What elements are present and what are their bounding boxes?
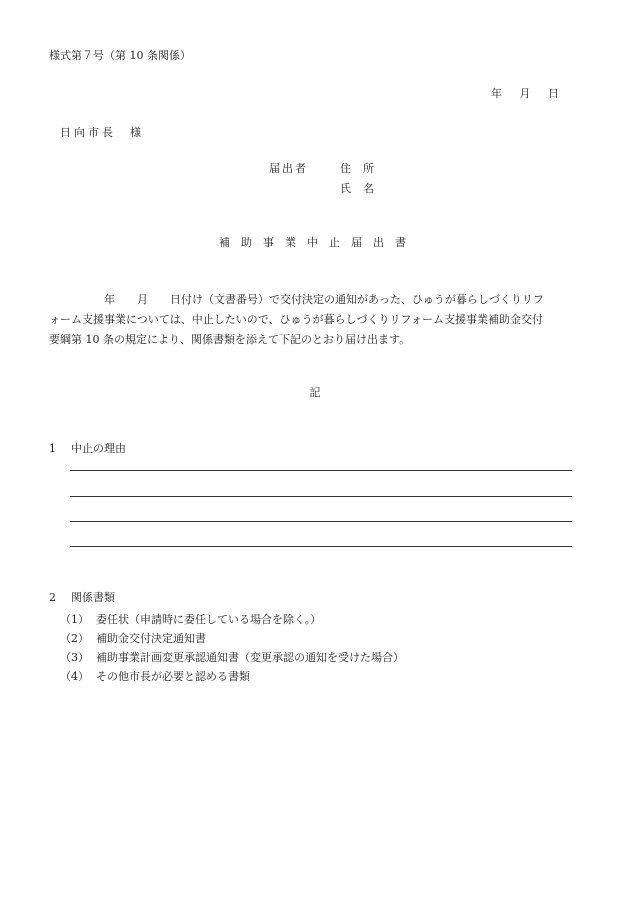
submitter-label: 届出者 <box>269 162 308 175</box>
reason-line[interactable] <box>70 496 572 497</box>
body-line: 年 月 日付け（文書番号）で交付決定の通知があった、ひゅうが暮らしづくりリフ <box>104 293 544 306</box>
section-documents-heading <box>49 591 115 605</box>
reason-line[interactable] <box>70 546 572 547</box>
reason-line[interactable] <box>70 470 572 471</box>
list-item-number: （1） <box>60 613 89 626</box>
list-item <box>60 667 404 686</box>
section-number: 2 <box>49 591 56 604</box>
list-item-number: （2） <box>60 632 89 645</box>
date-field: 年 月 日 <box>491 87 559 100</box>
section-label: 中止の理由 <box>71 442 126 455</box>
section-reason-heading <box>49 442 126 456</box>
form-number: 様式第７号（第 10 条関係） <box>49 49 191 62</box>
section-number: 1 <box>49 442 56 455</box>
list-item-number: （4） <box>60 670 89 683</box>
list-item <box>60 629 404 648</box>
body-line: ォーム支援事業については、中止したいので、ひゅうが暮らしづくりリフォーム支援事業補助金交付 <box>49 313 544 326</box>
ki-heading: 記 <box>309 386 321 399</box>
list-item <box>60 648 404 667</box>
body-paragraph <box>49 290 581 350</box>
section-label: 関係書類 <box>71 591 115 604</box>
address-label: 住所 <box>340 162 386 175</box>
body-line: 要綱第 10 条の規定により、関係書類を添えて下記のとおり届け出ます。 <box>49 333 411 346</box>
document-list <box>60 610 404 686</box>
list-item-text: その他市長が必要と認める書類 <box>96 670 250 683</box>
list-item-text: 委任状（申請時に委任している場合を除く。） <box>96 613 322 626</box>
addressee-name: 日向市長 <box>60 126 116 139</box>
list-item-text: 補助金交付決定通知書 <box>96 632 206 645</box>
list-item-number: （3） <box>60 651 89 664</box>
list-item <box>60 610 404 629</box>
reason-line[interactable] <box>70 521 572 522</box>
addressee <box>60 126 141 140</box>
addressee-honorific: 様 <box>130 126 141 139</box>
list-item-text: 補助事業計画変更承認通知書（変更承認の通知を受けた場合） <box>96 651 404 664</box>
document-title: 補助事業中止届出書 <box>219 236 417 249</box>
name-label: 氏名 <box>340 182 386 195</box>
